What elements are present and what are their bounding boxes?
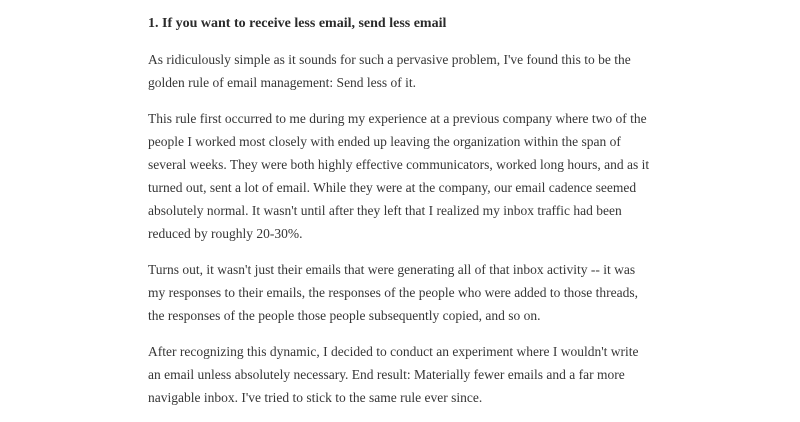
paragraph-line: golden rule of email management: Send less of it. bbox=[148, 75, 417, 90]
paragraph-line: an email unless absolutely necessary. End result: Materially fewer emails and a far more bbox=[148, 367, 625, 382]
paragraph-line: several weeks. They were both highly effective communicators, worked long hours, and as it bbox=[148, 157, 650, 172]
paragraph-line: Turns out, it wasn't just their emails that were generating all of that inbox activity -- it was bbox=[148, 262, 636, 277]
paragraph-line: After recognizing this dynamic, I decided to conduct an experiment where I wouldn't write bbox=[148, 344, 639, 359]
paragraph-line: the responses of the people those people subsequently copied, and so on. bbox=[148, 308, 541, 323]
paragraph-line: absolutely normal. It wasn't until after they left that I realized my inbox traffic had been bbox=[148, 203, 622, 218]
paragraph bbox=[148, 340, 688, 409]
paragraph-line: people I worked most closely with ended up leaving the organization within the span of bbox=[148, 134, 621, 149]
paragraph bbox=[148, 258, 688, 327]
paragraph-line: my responses to their emails, the responses of the people who were added to those threads, bbox=[148, 285, 638, 300]
paragraph bbox=[148, 48, 688, 94]
paragraph bbox=[148, 107, 688, 245]
paragraph-line: This rule first occurred to me during my experience at a previous company where two of the bbox=[148, 111, 647, 126]
paragraph-line: As ridiculously simple as it sounds for such a pervasive problem, I've found this to be the bbox=[148, 52, 631, 67]
article bbox=[148, 0, 688, 422]
paragraph-line: navigable inbox. I've tried to stick to the same rule ever since. bbox=[148, 390, 483, 405]
paragraph-line: turned out, sent a lot of email. While they were at the company, our email cadence seemed bbox=[148, 180, 637, 195]
paragraph-line: reduced by roughly 20-30%. bbox=[148, 226, 303, 241]
article-body bbox=[148, 48, 688, 409]
article-heading: 1. If you want to receive less email, send less email bbox=[148, 16, 447, 31]
